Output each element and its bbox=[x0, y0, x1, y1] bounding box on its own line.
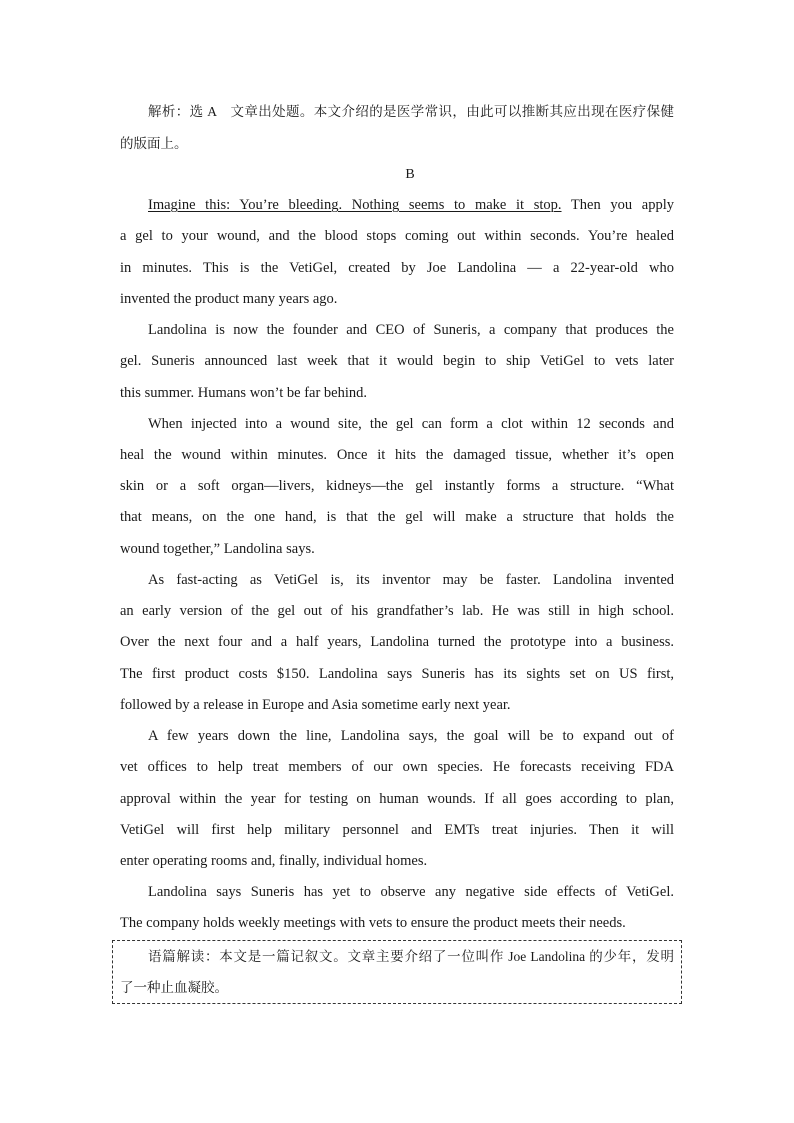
underlined-sentence: Imagine this: You’re bleeding. Nothing seems to make it stop. bbox=[148, 197, 562, 214]
paragraph-line: Landolina is now the founder and CEO of Suneris, a company that produces the bbox=[148, 322, 674, 339]
paragraph-3 bbox=[120, 409, 674, 565]
paragraph-line: invented the product many years ago. bbox=[120, 290, 338, 307]
paragraph-1 bbox=[120, 190, 674, 315]
paragraph-line: that means, on the one hand, is that the gel will make a structure that holds the bbox=[120, 509, 674, 526]
passage bbox=[120, 190, 674, 940]
reading-note-line: 语篇解读：本文是一篇记叙文。文章主要介绍了一位叫作 Joe Landolina 的少年，发明 bbox=[148, 949, 674, 964]
paragraph-line: The company holds weekly meetings with vets to ensure the product meets their needs. bbox=[120, 915, 626, 932]
section-label: B bbox=[405, 166, 415, 182]
paragraph-5 bbox=[120, 721, 674, 877]
paragraph-line: Over the next four and a half years, Landolina turned the prototype into a business. bbox=[120, 634, 674, 651]
paragraph-line: vet offices to help treat members of our own species. He forecasts receiving FDA bbox=[120, 759, 674, 776]
paragraph-4 bbox=[120, 565, 674, 721]
reading-note-box bbox=[112, 940, 682, 1004]
paragraph-line: enter operating rooms and, finally, individual homes. bbox=[120, 853, 428, 870]
paragraph-line: wound together,” Landolina says. bbox=[120, 540, 315, 557]
answer-analysis bbox=[120, 96, 674, 158]
paragraph-line: a gel to your wound, and the blood stops coming out within seconds. You’re healed bbox=[120, 228, 674, 245]
paragraph-line: gel. Suneris announced last week that it would begin to ship VetiGel to vets later bbox=[120, 353, 674, 370]
paragraph-line: heal the wound within minutes. Once it hits the damaged tissue, whether it’s open bbox=[120, 446, 674, 463]
paragraph-line: followed by a release in Europe and Asia sometime early next year. bbox=[120, 696, 511, 713]
paragraph-line-text: Then you apply bbox=[570, 197, 674, 214]
document-column bbox=[120, 96, 674, 939]
paragraph-2 bbox=[120, 315, 674, 409]
paragraph-line: skin or a soft organ—livers, kidneys—the gel instantly forms a structure. “What bbox=[120, 478, 674, 495]
analysis-line: 的版面上。 bbox=[120, 135, 188, 151]
reading-note-line: 了一种止血凝胶。 bbox=[120, 980, 228, 996]
paragraph-line: As fast-acting as VetiGel is, its inventor may be faster. Landolina invented bbox=[148, 571, 674, 588]
paragraph-line: A few years down the line, Landolina says, the goal will be to expand out of bbox=[148, 728, 674, 745]
paragraph-line bbox=[120, 190, 674, 221]
paragraph-line: The first product costs $150. Landolina says Suneris has its sights set on US first, bbox=[120, 665, 674, 682]
paragraph-line: approval within the year for testing on human wounds. If all goes according to plan, bbox=[120, 790, 674, 807]
paragraph-line: VetiGel will first help military personnel and EMTs treat injuries. Then it will bbox=[120, 821, 674, 838]
analysis-line: 解析：选 A 文章出处题。本文介绍的是医学常识，由此可以推断其应出现在医疗保健 bbox=[148, 104, 674, 120]
paragraph-line: When injected into a wound site, the gel can form a clot within 12 seconds and bbox=[148, 415, 674, 432]
paragraph-line: an early version of the gel out of his grandfather’s lab. He was still in high school. bbox=[120, 603, 674, 620]
paragraph-6 bbox=[120, 877, 674, 939]
paragraph-line: Landolina says Suneris has yet to observe any negative side effects of VetiGel. bbox=[148, 884, 674, 901]
paragraph-line: in minutes. This is the VetiGel, created by Joe Landolina — a 22-year-old who bbox=[120, 259, 674, 276]
paragraph-line: this summer. Humans won’t be far behind. bbox=[120, 384, 368, 401]
